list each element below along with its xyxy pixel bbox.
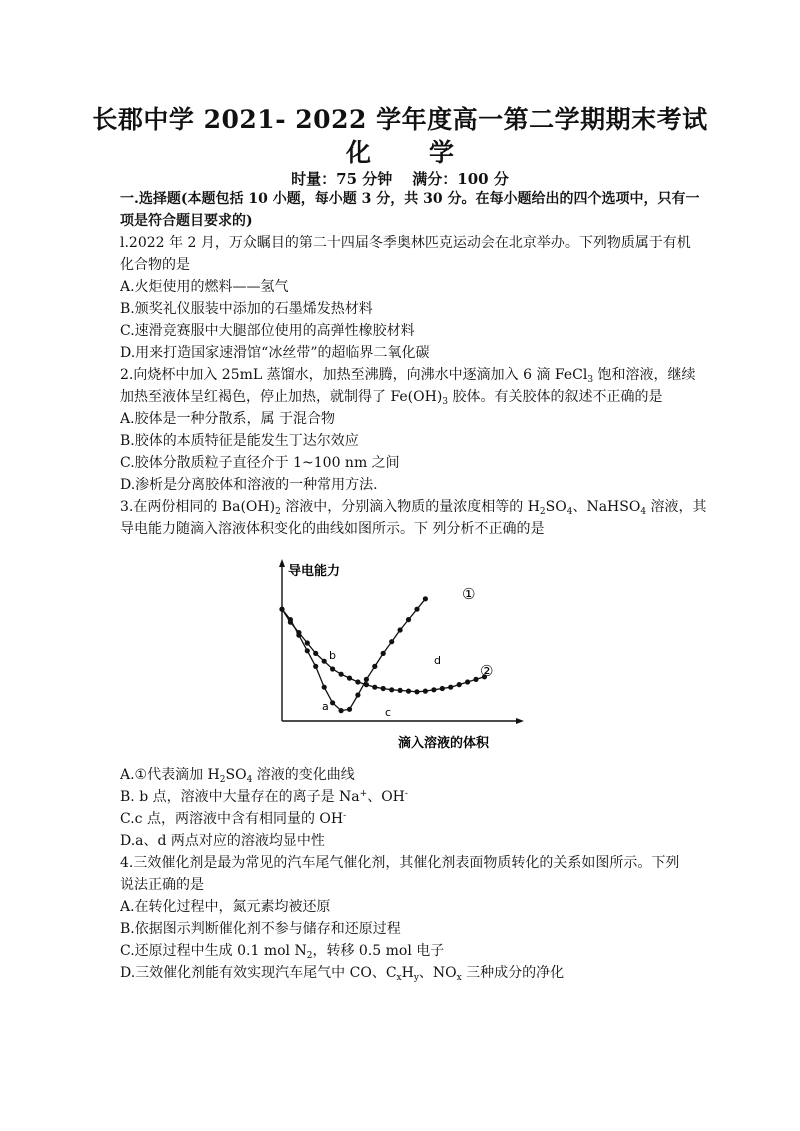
series-1-point [313, 664, 318, 669]
q4-option-c: C.还原过程中生成 0.1 mol $N_2$，转移 0.5 mol 电子 [120, 943, 445, 961]
series-2-point [389, 687, 394, 692]
exam-title: 长郡中学 2021- 2022 学年度高一第二学期期末考试 [92, 105, 708, 134]
q4-option-d: D.三效催化剂能有效实现汽车尾气中 CO、$C_xH_y$、$NO_x$ 三种成分的净化 [120, 965, 565, 983]
label-d: d [434, 654, 441, 667]
series-2-point [473, 677, 478, 682]
series-1-point [364, 677, 369, 682]
section-heading-line2: 项是符合题目要求的) [120, 213, 253, 229]
q2-option-a: A.胶体是一种分散系，属 于混合物 [120, 411, 336, 427]
series-2-point [381, 686, 386, 691]
q1-stem-line1: l.2022 年 2 月，万众瞩目的第二十四届冬季奥林匹克运动会在北京举办。下列物质属于有机 [120, 235, 691, 251]
series-2-point [431, 687, 436, 692]
series-2-point [330, 666, 335, 671]
q1-option-b: B.颁奖礼仪服装中添加的石墨烯发热材料 [120, 301, 373, 317]
q2-option-c: C.胶体分散质粒子直径介于 1~100 nm 之间 [120, 455, 400, 471]
q4-stem-line1: 4.三效催化剂是最为常见的汽车尾气催化剂，其催化剂表面物质转化的关系如图所示。下列 [120, 855, 680, 871]
series-2-line [282, 609, 485, 692]
series-2-point [423, 689, 428, 694]
q2-option-d: D.渗析是分离胶体和溶液的一种常用方法. [120, 477, 378, 493]
q4-stem-line2: 说法正确的是 [120, 877, 204, 893]
label-series-2: ② [480, 662, 494, 680]
series-1-point [305, 648, 310, 653]
series-1-point [381, 651, 386, 656]
series-2-point [313, 651, 318, 656]
q3-option-b: B. b 点，溶液中大量存在的离子是 Na+、OH- [120, 789, 408, 805]
series-2-point [414, 689, 419, 694]
series-2-point [406, 689, 411, 694]
chart-axes [279, 559, 524, 724]
label-a: a [322, 700, 329, 713]
q1-option-c: C.速滑竞赛服中大腿部位使用的高弹性橡胶材料 [120, 323, 415, 339]
section-heading-line1: 一.选择题(本题包括 10 小题，每小题 3 分，共 30 分。在每小题给出的四个选项中，只有一 [120, 191, 700, 207]
q2-stem-line2: 加热至液体呈红褐色，停止加热，就制得了 $Fe(OH)_3$ 胶体。有关胶体的叙述不正确的是 [120, 389, 663, 407]
q1-option-d: D.用来打造国家速滑馆“冰丝带”的超临界二氧化碳 [120, 345, 430, 361]
q2-stem-line1: 2.向烧杯中加入 25mL 蒸馏水，加热至沸腾，向沸水中逐滴加入 6 滴 FeCl$_3$ 饱和溶液，继续 [120, 367, 696, 385]
series-2-point [322, 659, 327, 664]
series-2-point [398, 688, 403, 693]
series-2-point [465, 679, 470, 684]
series-1-point [322, 685, 327, 690]
series-1-point [339, 708, 344, 713]
q1-option-a: A.火炬使用的燃料——氢气 [120, 279, 289, 295]
series-1-line [282, 599, 425, 711]
conductivity-chart [268, 555, 528, 755]
label-c: c [385, 706, 392, 719]
series-2-point [339, 672, 344, 677]
x-axis-label: 滴入溶液的体积 [398, 736, 490, 751]
series-layer [279, 596, 487, 713]
series-2-point [347, 676, 352, 681]
series-2-point [305, 640, 310, 645]
label-series-1: ① [462, 585, 476, 603]
series-1-point [372, 664, 377, 669]
series-2-point [440, 686, 445, 691]
series-1-point [414, 607, 419, 612]
label-b: b [329, 649, 336, 662]
q3-option-a: A.①代表滴加 $H_2SO_4$ 溶液的变化曲线 [120, 767, 355, 785]
x-axis-arrow [516, 718, 524, 724]
series-2-point [279, 607, 284, 612]
series-1-point [355, 692, 360, 697]
q2-option-b: B.胶体的本质特征是能发生丁达尔效应 [120, 433, 359, 449]
q3-option-c: C.c 点，两溶液中含有相同量的 OH- [120, 811, 347, 827]
series-2-point [457, 682, 462, 687]
series-1-point [330, 700, 335, 705]
series-1-point [347, 707, 352, 712]
q4-option-b: B.依据图示判断催化剂不参与储存和还原过程 [120, 921, 401, 937]
full-score: 满分：100 分 [412, 170, 509, 188]
q3-option-d: D.a、d 两点对应的溶液均显中性 [120, 833, 325, 849]
subject-title: 化 学 [345, 138, 455, 167]
series-2-point [355, 679, 360, 684]
series-1-point [423, 596, 428, 601]
series-2-point [448, 685, 453, 690]
series-2-point [372, 685, 377, 690]
y-axis-arrow [279, 559, 285, 567]
series-2-point [296, 630, 301, 635]
q3-stem-line1: 3.在两份相同的 $Ba(OH)_2$ 溶液中，分别滴入物质的量浓度相等的 $H_2SO_4$、NaHSO$_4$ 溶液，其 [120, 499, 707, 517]
series-2-point [288, 620, 293, 625]
y-axis-label: 导电能力 [288, 564, 341, 579]
q3-stem-line2: 导电能力随滴入溶液体积变化的曲线如图所示。下 列分析不正确的是 [120, 521, 545, 537]
series-1-point [406, 617, 411, 622]
time-limit: 时量：75 分钟 [291, 170, 393, 188]
exam-info [0, 168, 800, 189]
series-2-point [364, 682, 369, 687]
series-1-point [398, 627, 403, 632]
q1-stem-line2: 化合物的是 [120, 257, 190, 273]
point-labels [322, 585, 493, 719]
series-1-point [389, 639, 394, 644]
q4-option-a: A.在转化过程中，氮元素均被还原 [120, 899, 331, 915]
